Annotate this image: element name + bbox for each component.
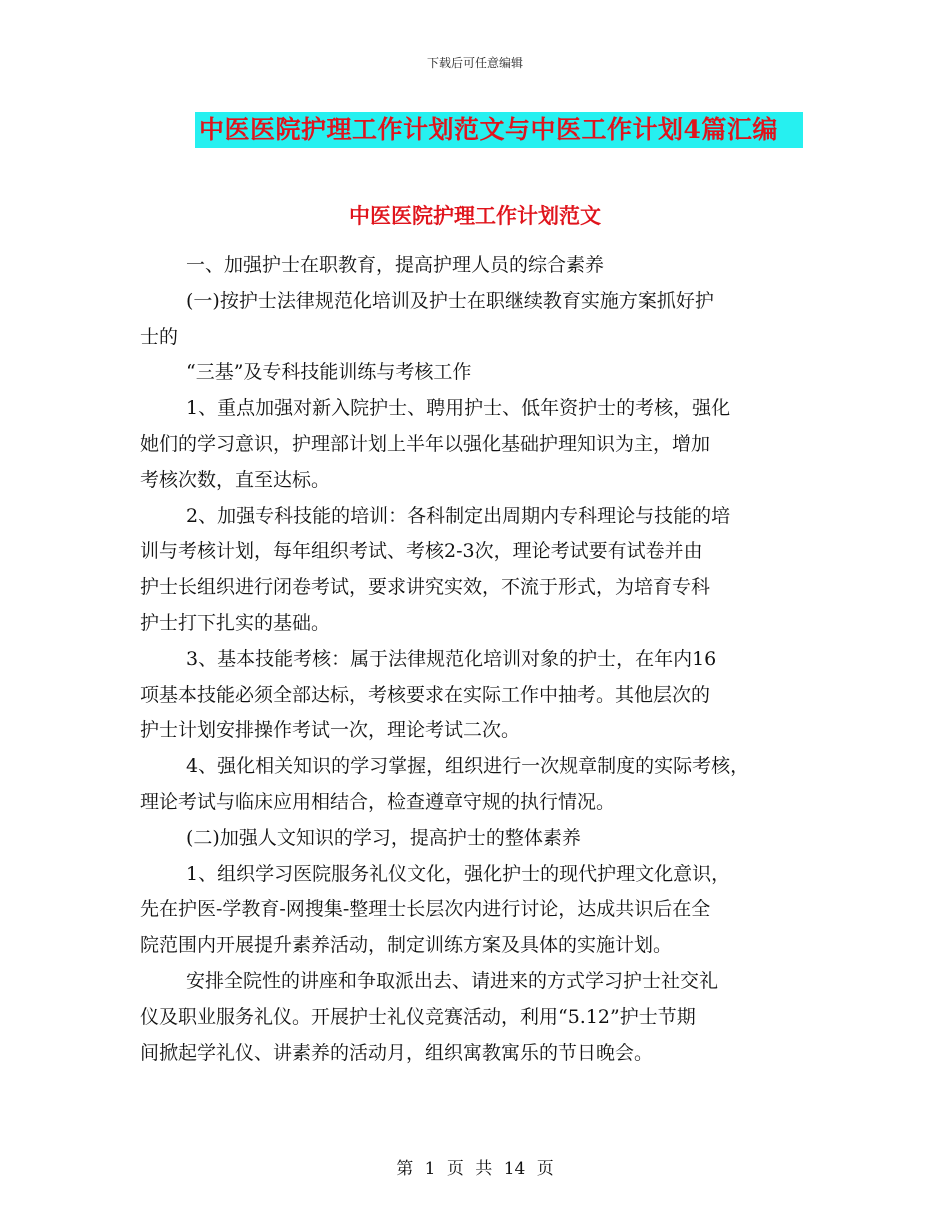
body-line: 护士打下扎实的基础。 [140,611,331,634]
body-line: 仪及职业服务礼仪。开展护士礼仪竞赛活动，利用“5.12”护士节期 [140,1005,696,1028]
body-line: 间掀起学礼仪、讲素养的活动月，组织寓教寓乐的节日晚会。 [140,1041,654,1064]
body-line: 院范围内开展提升素养活动，制定训练方案及具体的实施计划。 [140,934,673,957]
body-line: 理论考试与临床应用相结合，检查遵章守规的执行情况。 [140,790,616,813]
body-line: 考核次数，直至达标。 [140,468,331,491]
body-line: 先在护医-学教育-网搜集-整理士长层次内进行讨论，达成共识后在全 [140,898,711,921]
body-line: 她们的学习意识，护理部计划上半年以强化基础护理知识为主，增加 [140,432,711,455]
document-title: 中医医院护理工作计划范文与中医工作计划4篇汇编 [195,112,803,148]
body-line: 护士长组织进行闭卷考试，要求讲究实效，不流于形式，为培育专科 [140,576,711,599]
body-line: 训与考核计划，每年组织考试、考核2-3次，理论考试要有试卷并由 [140,540,703,563]
body-line: 一、加强护士在职教育，提高护理人员的综合素养 [186,254,605,276]
section-title: 中医医院护理工作计划范文 [349,203,601,228]
header-note: 下载后可任意编辑 [426,56,523,70]
body-line: (二)加强人文知识的学习，提高护士的整体素养 [186,826,581,849]
document-body [140,248,840,1071]
body-line: 3、基本技能考核：属于法律规范化培训对象的护士，在年内16 [186,647,717,670]
body-line: 2、加强专科技能的培训：各科制定出周期内专科理论与技能的培 [186,504,731,527]
body-line: 安排全院性的讲座和争取派出去、请进来的方式学习护士社交礼 [186,969,719,992]
body-line: 护士计划安排操作考试一次，理论考试二次。 [140,719,521,742]
body-line: “三基”及专科技能训练与考核工作 [186,361,472,384]
body-line: (一)按护士法律规范化培训及护士在职继续教育实施方案抓好护 [186,289,714,312]
body-line: 1、组织学习医院服务礼仪文化，强化护士的现代护理文化意识， [186,862,731,885]
body-line: 士的 [140,325,179,348]
body-line: 项基本技能必须全部达标，考核要求在实际工作中抽考。其他层次的 [140,683,711,706]
body-line: 4、强化相关知识的学习掌握，组织进行一次规章制度的实际考核， [186,755,750,778]
page-footer: 第 1 页 共 14 页 [396,1159,554,1179]
body-line: 1、重点加强对新入院护士、聘用护士、低年资护士的考核，强化 [186,397,731,420]
